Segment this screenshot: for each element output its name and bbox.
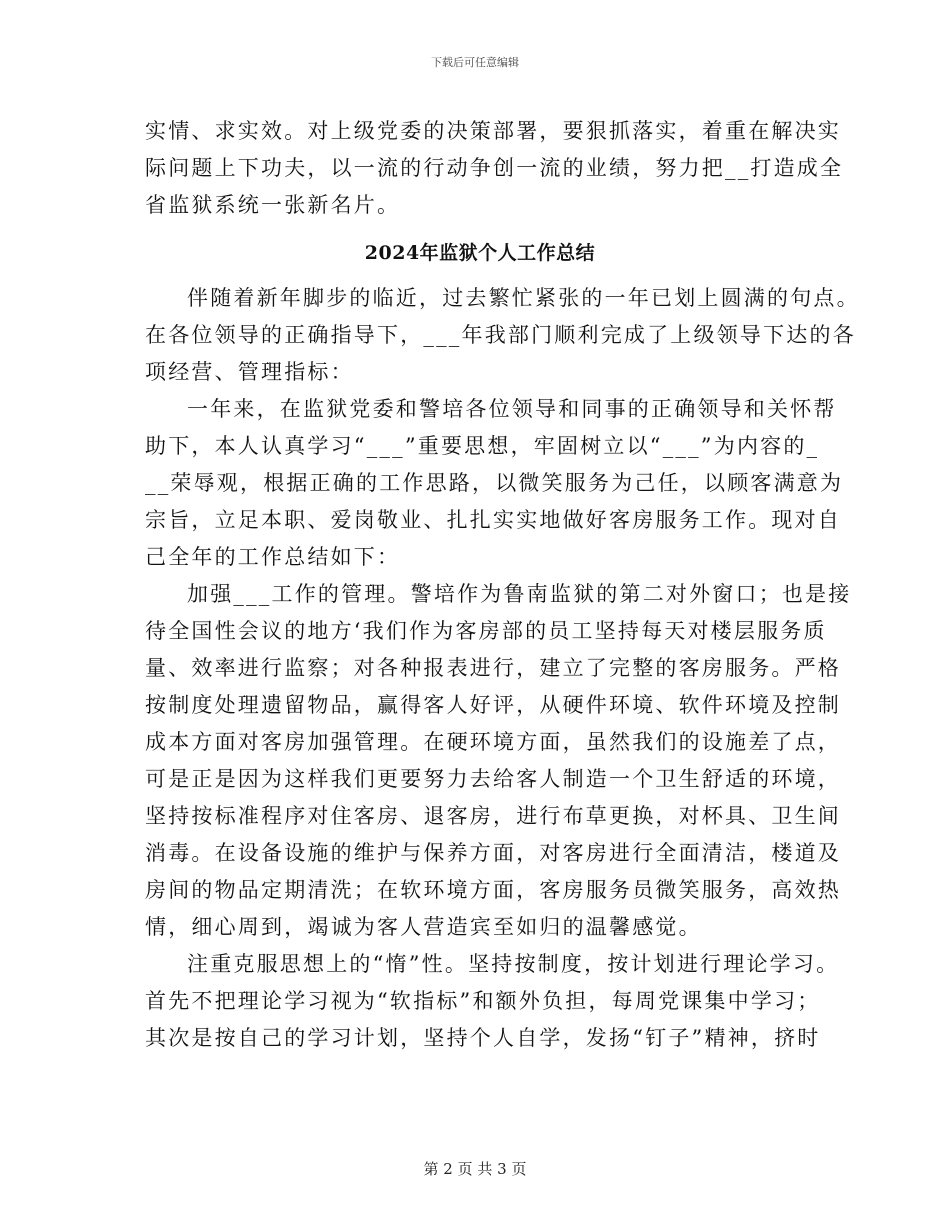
paragraph-line: 成本方面对客房加强管理。在硬环境方面，虽然我们的设施差了点， [145,730,841,754]
paragraph-line: 在各位领导的正确指导下，___年我部门顺利完成了上级领导下达的各 [145,323,856,347]
paragraph-line: 首先不把理论学习视为“软指标”和额外负担，每周党课集中学习； [145,989,821,1013]
paragraph-line: 宗旨，立足本职、爱岗敬业、扎扎实实地做好客房服务工作。现对自 [145,508,841,532]
paragraph-line: 情，细心周到，竭诚为客人营造宾至如归的温馨感觉。 [145,915,702,939]
page-footer: 第 2 页 共 3 页 [423,1160,527,1178]
document-body [145,113,860,1057]
paragraph-line: 项经营、管理指标： [145,360,354,384]
paragraph-line: 按制度处理遗留物品，赢得客人好评，从硬件环境、软件环境及控制 [145,693,841,717]
paragraph-line: 可是正是因为这样我们更要努力去给客人制造一个卫生舒适的环境， [145,767,841,791]
paragraph-line: __荣辱观，根据正确的工作思路，以微笑服务为己任，以顾客满意为 [145,471,844,495]
document-title: 2024年监狱个人工作总结 [364,242,596,264]
intro-line: 实情、求实效。对上级党委的决策部署，要狠抓落实，着重在解决实 [145,119,841,143]
intro-line: 际问题上下功夫，以一流的行动争创一流的业绩，努力把__打造成全 [145,156,844,180]
paragraph-line: 消毒。在设备设施的维护与保养方面，对客房进行全面清洁，楼道及 [145,841,841,865]
paragraph-line: 量、效率进行监察；对各种报表进行，建立了完整的客房服务。严格 [145,656,841,680]
paragraph-line: 己全年的工作总结如下： [145,545,401,569]
intro-line: 省监狱系统一张新名片。 [145,193,401,217]
paragraph-line: 坚持按标准程序对住客房、退客房，进行布草更换，对杯具、卫生间 [145,804,841,828]
paragraph-line: 其次是按自己的学习计划，坚持个人自学，发扬“钉子”精神，挤时 [145,1026,821,1050]
paragraph-line: 房间的物品定期清洗；在软环境方面，客房服务员微笑服务，高效热 [145,878,841,902]
paragraph-line: 加强___工作的管理。警培作为鲁南监狱的第二对外窗口；也是接 [187,582,852,606]
page-header: 下载后可任意编辑 [431,56,519,69]
paragraph-line: 一年来，在监狱党委和警培各位领导和同事的正确领导和关怀帮 [187,397,837,421]
paragraph-line: 待全国性会议的地方‘我们作为客房部的员工坚持每天对楼层服务质 [145,619,827,643]
paragraph-line: 注重克服思想上的“惰”性。坚持按制度，按计划进行理论学习。 [187,952,840,976]
paragraph-line: 助下，本人认真学习“___”重要思想，牢固树立以“___”为内容的_ [145,434,820,458]
paragraph-line: 伴随着新年脚步的临近，过去繁忙紧张的一年已划上圆满的句点。 [187,286,860,310]
